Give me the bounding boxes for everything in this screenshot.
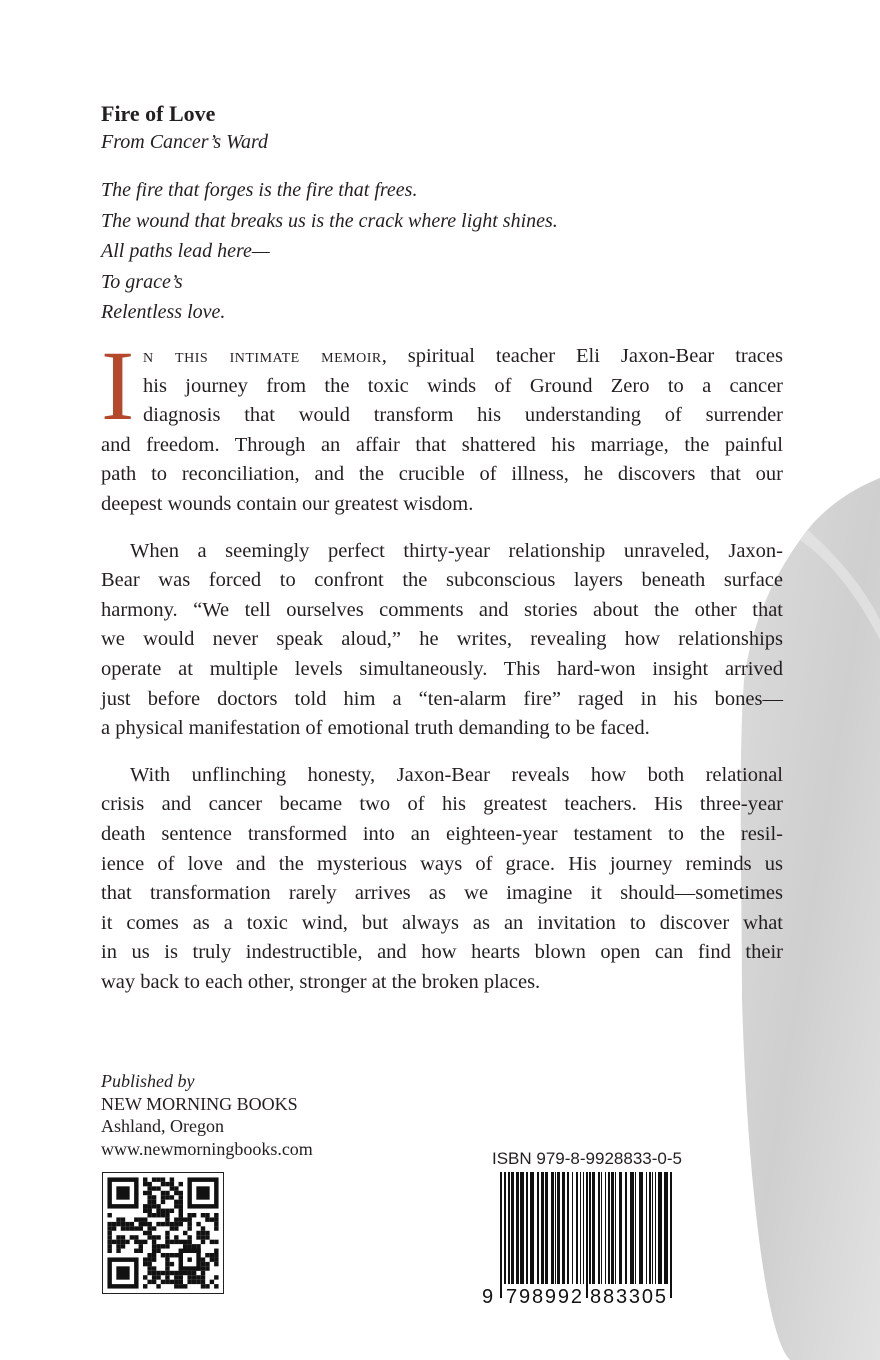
text-line: operate at multiple levels simultaneously. This hard-won insight arrived bbox=[101, 657, 783, 680]
text-line: diagnosis that would transform his understanding of surrender bbox=[143, 404, 783, 427]
text-line: and freedom. Through an affair that shattered his marriage, the painful bbox=[101, 433, 783, 456]
publisher-location: Ashland, Oregon bbox=[101, 1116, 224, 1136]
publisher-name: NEW MORNING BOOKS bbox=[101, 1093, 298, 1114]
poem-line: To grace’s bbox=[101, 270, 183, 293]
text-line: we would never speak aloud,” he writes, revealing how relationships bbox=[101, 628, 783, 651]
barcode-digits-right: 883305 bbox=[590, 1286, 666, 1307]
paragraph bbox=[101, 761, 783, 998]
text-line bbox=[101, 342, 783, 372]
poem-line: Relentless love. bbox=[101, 301, 226, 323]
text-line: crisis and cancer became two of his greatest teachers. His three-year bbox=[101, 793, 783, 816]
qr-code-icon bbox=[102, 1172, 224, 1294]
text-line: way back to each other, stronger at the broken places. bbox=[101, 970, 541, 993]
book-subtitle: From Cancer’s Ward bbox=[101, 131, 269, 153]
text-line: With unflinching honesty, Jaxon-Bear reveals how both relational bbox=[130, 763, 783, 786]
paragraph bbox=[101, 330, 783, 520]
text-line: a physical manifestation of emotional truth demanding to be faced. bbox=[101, 717, 650, 740]
text-line: it comes as a toxic wind, but always as an invitation to discover what bbox=[101, 911, 783, 934]
text-line: Bear was forced to confront the subconscious layers beneath surface bbox=[101, 569, 783, 592]
text-line: path to reconciliation, and the crucible of illness, he discovers that our bbox=[101, 463, 783, 486]
text-line: harmony. “We tell ourselves comments and stories about the other that bbox=[101, 598, 783, 621]
blurb-text bbox=[101, 330, 783, 1014]
paragraph bbox=[101, 537, 783, 744]
published-by-label: Published by bbox=[101, 1071, 195, 1091]
barcode-digits-left: 798992 bbox=[506, 1286, 582, 1307]
poem-line: The wound that breaks us is the crack where light shines. bbox=[101, 209, 558, 232]
text-line: that transformation rarely arrives as we imagine it should—sometimes bbox=[101, 882, 783, 905]
barcode-digit-first: 9 bbox=[482, 1286, 494, 1307]
poem-line: The fire that forges is the fire that frees. bbox=[101, 179, 418, 201]
publisher-website: www.newmorningbooks.com bbox=[101, 1138, 313, 1159]
isbn-label: ISBN 979-8-9928833-0-5 bbox=[492, 1149, 682, 1168]
text-line: ience of love and the mysterious ways of grace. His journey reminds us bbox=[101, 852, 783, 875]
publisher-info bbox=[101, 1070, 313, 1160]
text-line: deepest wounds contain our greatest wisdom. bbox=[101, 492, 474, 515]
text-line: just before doctors told him a “ten-alarm fire” raged in his bones— bbox=[101, 687, 783, 710]
text-line: death sentence transformed into an eighteen-year testament to the resil- bbox=[101, 822, 783, 845]
drop-cap: I bbox=[101, 330, 135, 441]
book-title: Fire of Love bbox=[101, 101, 216, 126]
poem-line: All paths lead here— bbox=[101, 240, 270, 262]
barcode-icon bbox=[470, 1172, 675, 1307]
text-line: When a seemingly perfect thirty-year relationship unraveled, Jaxon- bbox=[130, 539, 783, 562]
text-line: in us is truly indestructible, and how hearts blown open can find their bbox=[101, 941, 783, 964]
epigraph-poem bbox=[101, 175, 558, 328]
text-line: his journey from the toxic winds of Ground Zero to a cancer bbox=[143, 374, 783, 397]
lead-text: , spiritual teacher Eli Jaxon-Bear traces bbox=[381, 345, 783, 367]
lead-small-caps: n this intimate memoir bbox=[143, 345, 382, 367]
